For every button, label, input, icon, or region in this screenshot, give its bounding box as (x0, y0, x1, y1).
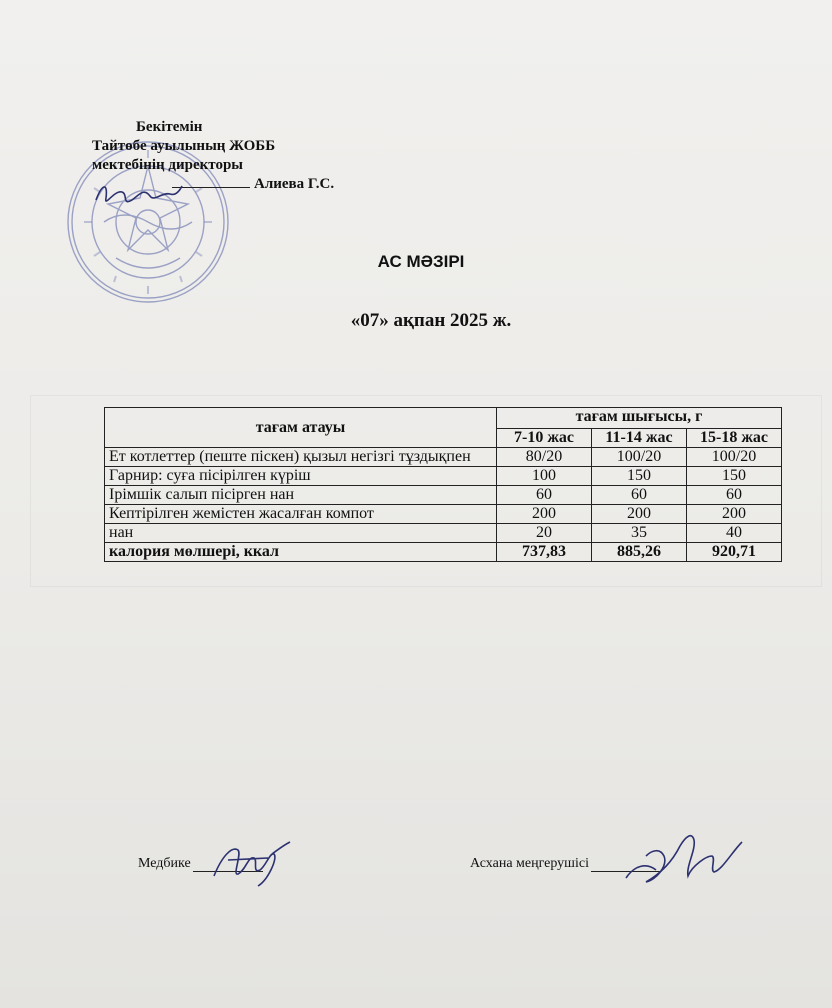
total-value: 737,83 (497, 543, 592, 562)
canteen-head-signature (616, 826, 746, 896)
director-signature (92, 178, 184, 212)
portion-value: 200 (497, 505, 592, 524)
table-row (105, 505, 782, 524)
dish-name: Ірімшік салып пісірген нан (105, 486, 497, 505)
nurse-signature (208, 836, 294, 892)
dish-name: Кептірілген жемістен жасалған компот (105, 505, 497, 524)
portion-value: 200 (592, 505, 687, 524)
portion-value: 100/20 (592, 448, 687, 467)
dish-name: Гарнир: суға пісірілген күріш (105, 467, 497, 486)
portion-value: 60 (592, 486, 687, 505)
portion-value: 60 (497, 486, 592, 505)
approval-position: мектебінің директоры (92, 157, 244, 173)
portion-value: 40 (687, 524, 782, 543)
header-age-15-18: 15-18 жас (687, 429, 782, 448)
portion-value: 200 (687, 505, 782, 524)
total-calories-row (105, 543, 782, 562)
table-row (105, 486, 782, 505)
portion-value: 80/20 (497, 448, 592, 467)
header-portion: тағам шығысы, г (497, 408, 782, 429)
approval-school: Тайтөбе ауылының ЖОББ (92, 138, 276, 154)
approval-title: Бекітемін (136, 119, 203, 135)
canteen-head-label: Асхана меңгерушісі (470, 856, 589, 871)
approval-director-name: Алиева Г.С. (254, 176, 335, 192)
nurse-label: Медбике (138, 856, 191, 871)
portion-value: 35 (592, 524, 687, 543)
header-age-7-10: 7-10 жас (497, 429, 592, 448)
total-value: 885,26 (592, 543, 687, 562)
table-row (105, 524, 782, 543)
table-row (105, 448, 782, 467)
portion-value: 150 (592, 467, 687, 486)
total-label: калория мөлшері, ккал (105, 543, 497, 562)
portion-value: 100 (497, 467, 592, 486)
menu-table (104, 407, 782, 562)
portion-value: 60 (687, 486, 782, 505)
dish-name: Ет котлеттер (пеште піскен) қызыл негізгі тұздықпен (105, 448, 497, 467)
portion-value: 150 (687, 467, 782, 486)
header-dish-name: тағам атауы (105, 408, 497, 448)
portion-value: 100/20 (687, 448, 782, 467)
portion-value: 20 (497, 524, 592, 543)
dish-name: нан (105, 524, 497, 543)
header-age-11-14: 11-14 жас (592, 429, 687, 448)
menu-title: АС МӘЗІРІ (377, 252, 465, 271)
table-row (105, 467, 782, 486)
total-value: 920,71 (687, 543, 782, 562)
menu-date: «07» ақпан 2025 ж. (350, 310, 512, 331)
